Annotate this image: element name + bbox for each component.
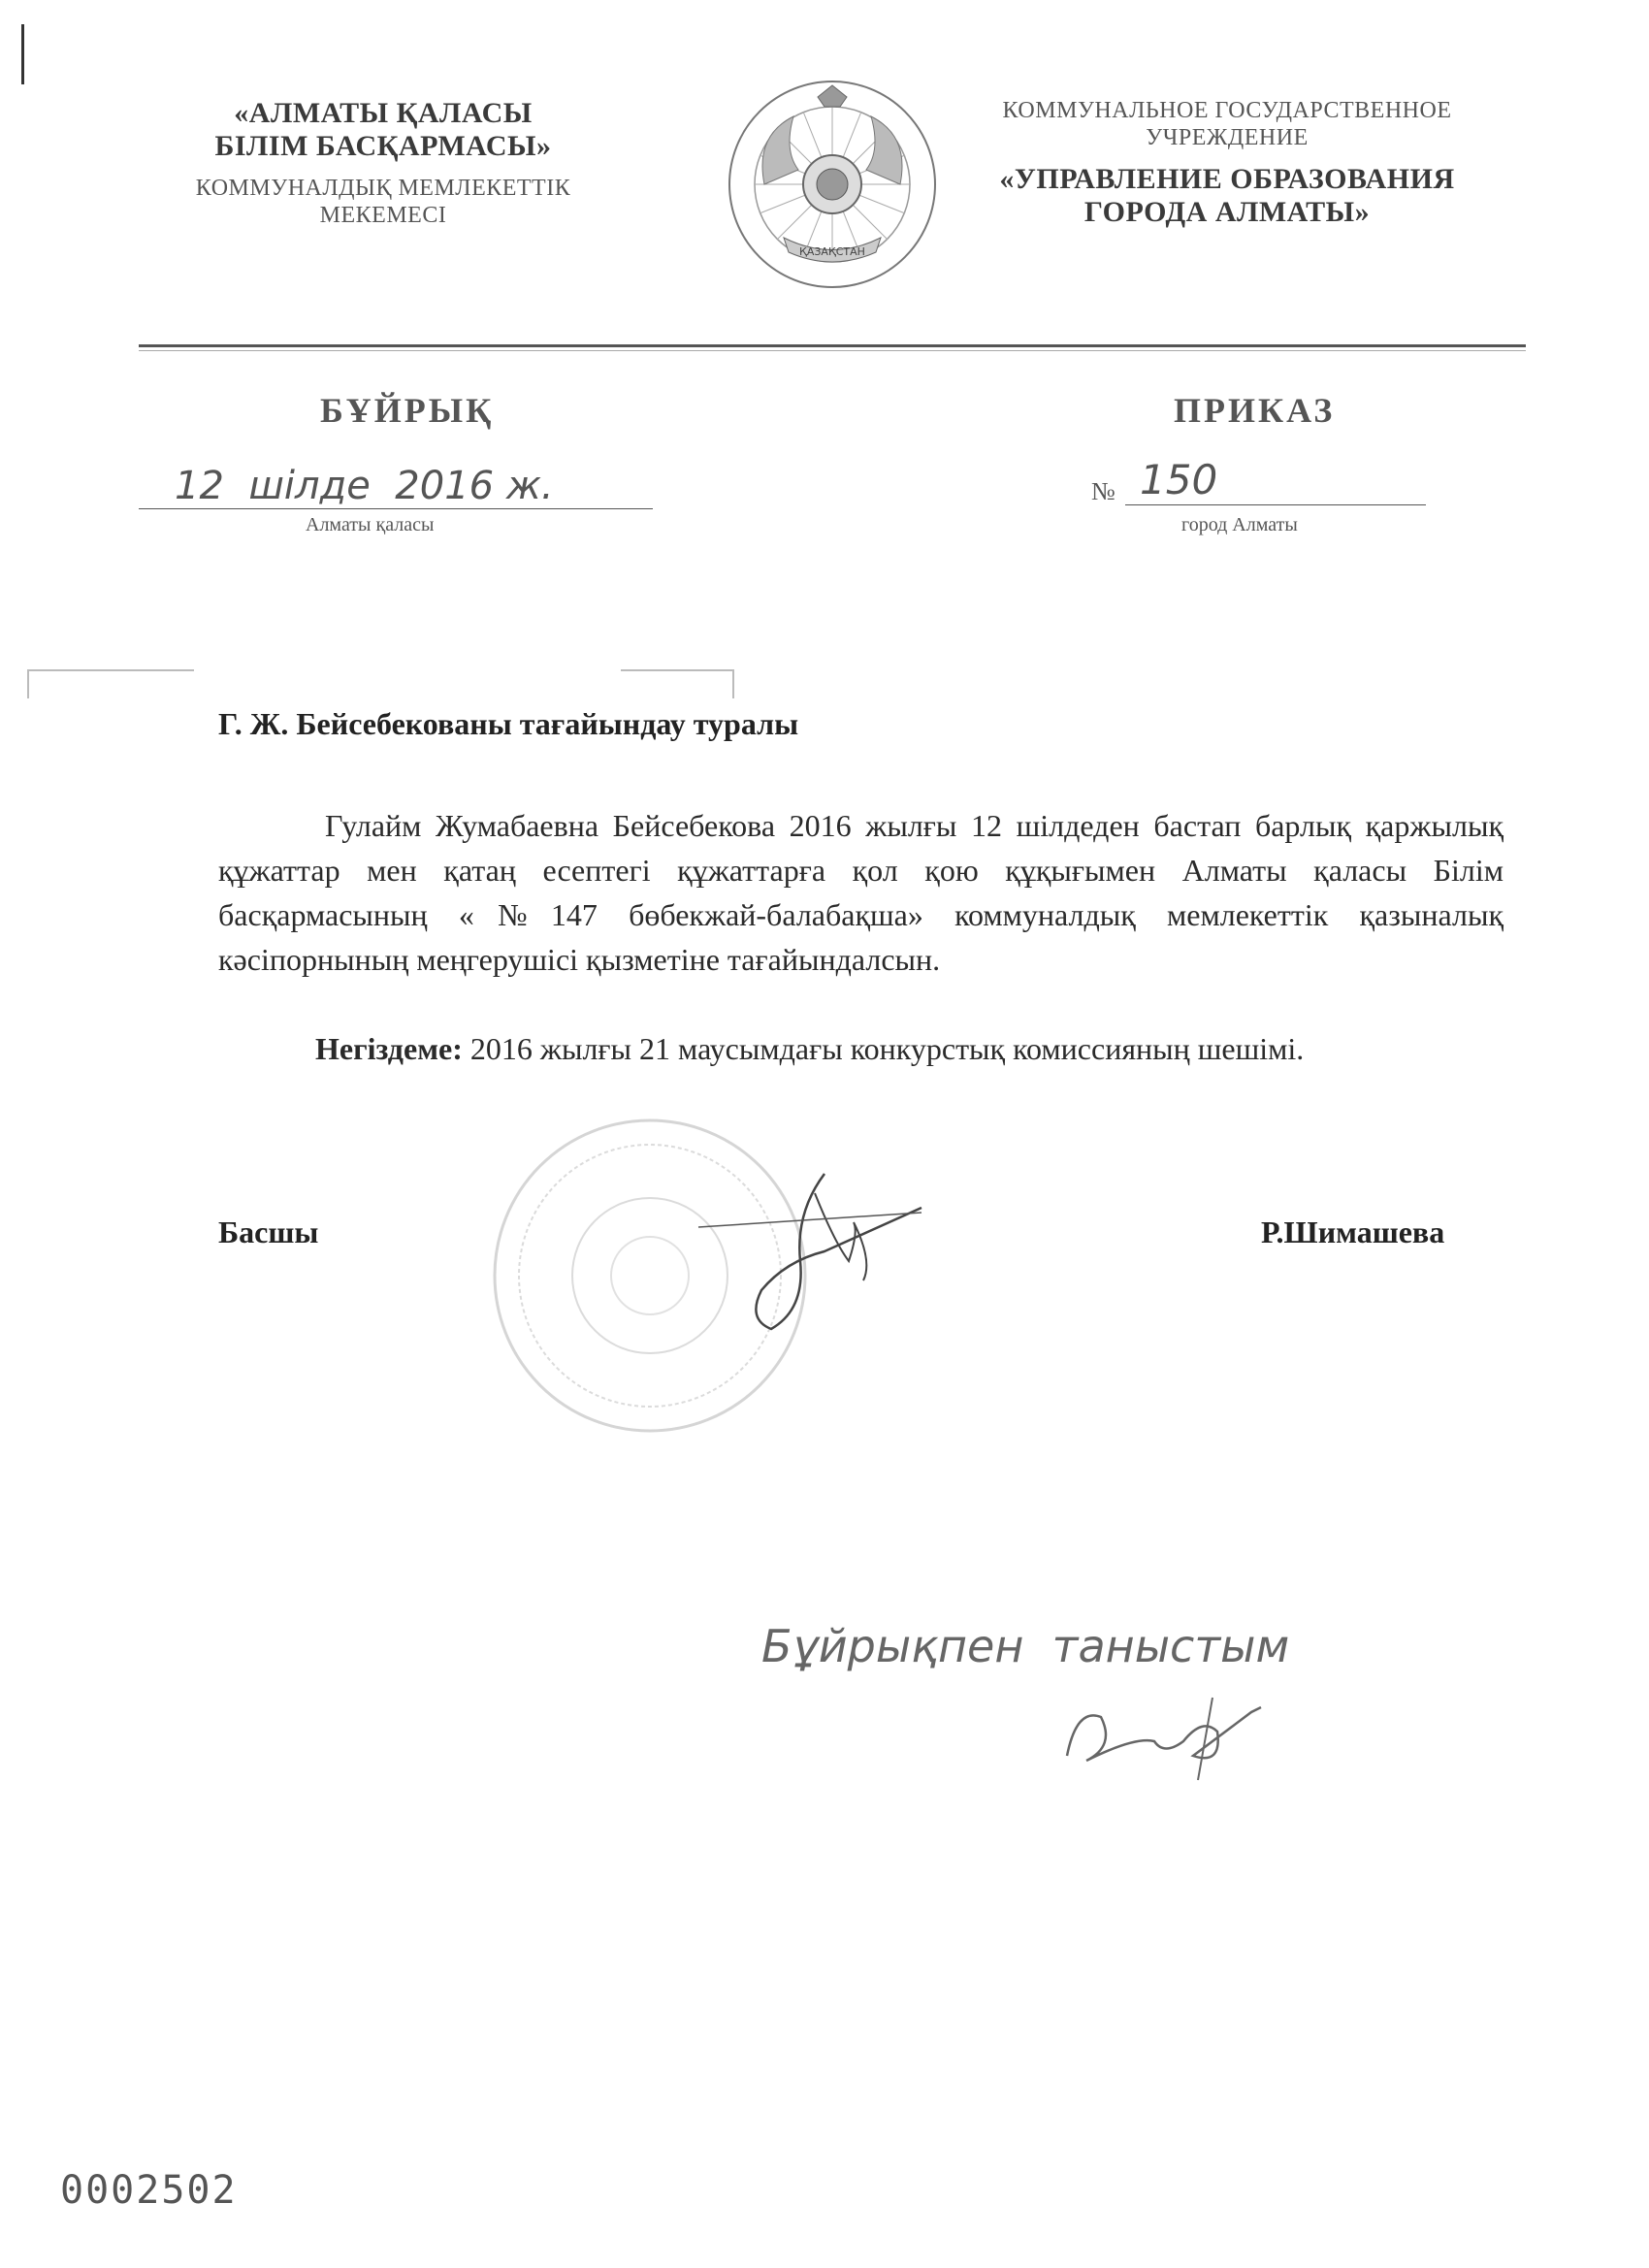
signer-position: Басшы bbox=[218, 1215, 319, 1249]
order-body-paragraph bbox=[218, 803, 1504, 982]
order-number-prefix: № bbox=[1091, 477, 1116, 505]
basis-label: Негіздеме: bbox=[315, 1031, 463, 1066]
org-name-ru-line2: ГОРОДА АЛМАТЫ» bbox=[1083, 196, 1371, 228]
scan-edge-mark bbox=[21, 24, 24, 84]
org-type-ru-line1: КОММУНАЛЬНОЕ ГОСУДАРСТВЕННОЕ bbox=[1002, 98, 1452, 123]
acknowledgement-signature-icon bbox=[1048, 1688, 1271, 1785]
signer-name: Р.Шимашева bbox=[1261, 1215, 1445, 1249]
handwritten-signature-icon bbox=[679, 1154, 931, 1348]
header-divider bbox=[139, 344, 1526, 347]
acknowledgement-note: Бұйрықпен таныстым bbox=[761, 1620, 1290, 1672]
order-title-ru: ПРИКАЗ bbox=[1174, 391, 1336, 430]
order-basis-paragraph bbox=[218, 1026, 1504, 1071]
order-subject: Г. Ж. Бейсебекованы тағайындау туралы bbox=[218, 706, 799, 741]
org-name-ru-line1: «УПРАВЛЕНИЕ ОБРАЗОВАНИЯ bbox=[999, 163, 1455, 195]
scan-corner-mark bbox=[27, 669, 194, 698]
org-type-kz-line1: КОММУНАЛДЫҚ МЕМЛЕКЕТТІК bbox=[195, 176, 571, 201]
order-number: 150 bbox=[1140, 456, 1218, 503]
emblem-ribbon-text: ҚАЗАҚСТАН bbox=[799, 245, 865, 258]
org-header-kz bbox=[189, 97, 577, 229]
document-serial-number: 0002502 bbox=[60, 2168, 238, 2213]
number-underline bbox=[1125, 504, 1426, 505]
org-type-ru-line2: УЧРЕЖДЕНИЕ bbox=[1146, 125, 1309, 150]
order-date: 12 шілде 2016 ж. bbox=[175, 464, 554, 508]
city-label-ru: город Алматы bbox=[1181, 514, 1298, 535]
scan-corner-mark bbox=[621, 669, 734, 698]
date-underline bbox=[139, 508, 653, 509]
order-title-kz: БҰЙРЫҚ bbox=[320, 391, 495, 430]
org-type-kz-line2: МЕКЕМЕСІ bbox=[319, 203, 447, 228]
org-name-kz-line1: «АЛМАТЫ ҚАЛАСЫ bbox=[234, 97, 533, 129]
org-header-ru bbox=[975, 97, 1479, 229]
city-label-kz: Алматы қаласы bbox=[306, 514, 435, 535]
state-emblem-icon bbox=[726, 78, 939, 291]
body-text: Гулайм Жумабаевна Бейсебекова 2016 жылғы 12 шілдеден бастап барлық қаржылық құжаттар мен қатаң есептегі құжаттарға қол қою құқығымен Алматы қаласы Білім басқармасының «№147 бөбекжай-балабақша» коммуналдық мемлекеттік қазыналық кәсіпорнының меңгерушісі қызметіне тағайындалсын. bbox=[218, 808, 1504, 977]
basis-text: 2016 жылғы 21 маусымдағы конкурстық комиссияның шешімі. bbox=[462, 1031, 1305, 1066]
org-name-kz-line2: БІЛІМ БАСҚАРМАСЫ» bbox=[214, 130, 552, 162]
header-divider-thin bbox=[139, 350, 1526, 351]
